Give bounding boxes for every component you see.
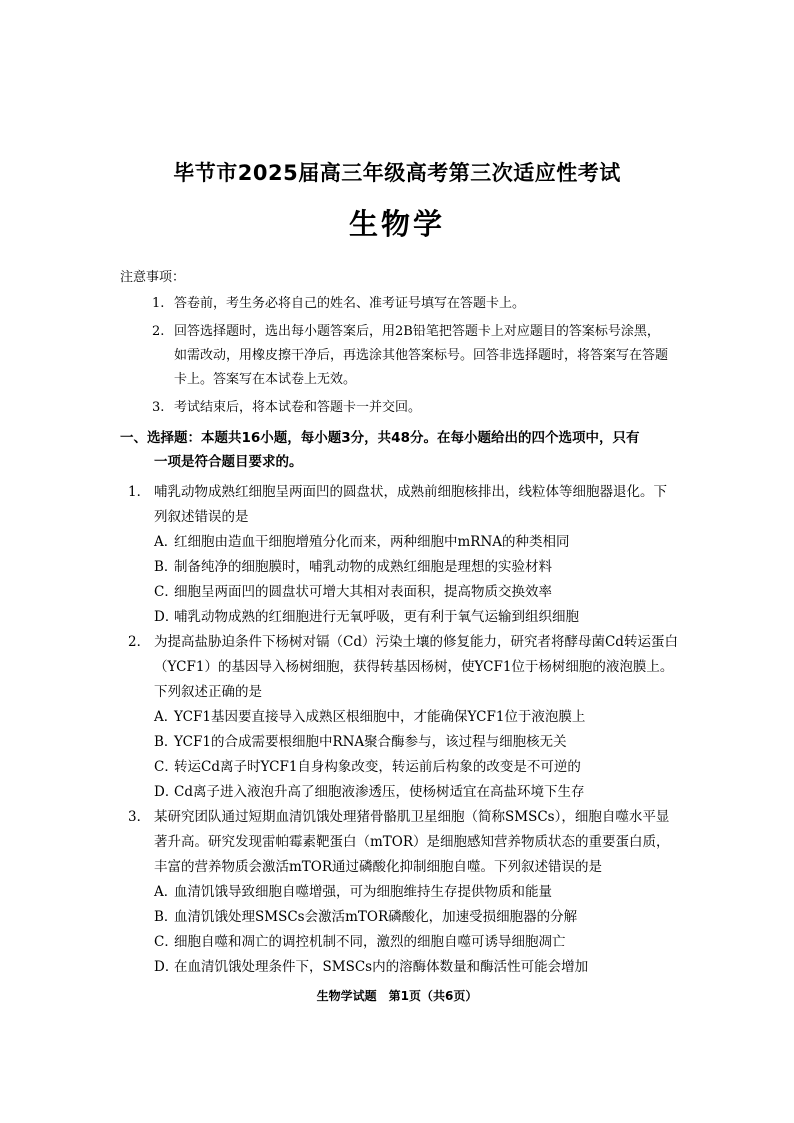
section-heading-line1: 一、选择题：本题共16小题，每小题3分，共48分。在每小题给出的四个选项中，只有 bbox=[120, 430, 640, 446]
page-footer: 生物学试题 第1页（共6页） bbox=[316, 989, 478, 1003]
question-list bbox=[120, 480, 680, 980]
question-stem bbox=[120, 805, 680, 880]
notice-item bbox=[152, 320, 672, 392]
option-c bbox=[120, 930, 680, 955]
option-text: 血清饥饿导致细胞自噬增强，可为细胞维持生存提供物质和能量 bbox=[174, 884, 552, 900]
notice-item bbox=[152, 396, 672, 420]
option-text: 细胞自噬和凋亡的调控机制不同，激烈的细胞自噬可诱导细胞凋亡 bbox=[174, 934, 566, 950]
option-d bbox=[120, 605, 680, 630]
question-stem-text: 哺乳动物成熟红细胞呈两面凹的圆盘状，成熟前细胞核排出，线粒体等细胞器退化。下列叙述错误的是 bbox=[154, 484, 667, 525]
option-letter: C． bbox=[154, 934, 178, 950]
option-text: 制备纯净的细胞膜时，哺乳动物的成熟红细胞是理想的实验材料 bbox=[174, 559, 552, 575]
option-text: 哺乳动物成熟的红细胞进行无氧呼吸，更有利于氧气运输到组织细胞 bbox=[174, 609, 579, 625]
option-text: 细胞呈两面凹的圆盘状可增大其相对表面积，提高物质交换效率 bbox=[174, 584, 552, 600]
notice-list bbox=[152, 292, 672, 424]
option-a bbox=[120, 530, 680, 555]
option-letter: C． bbox=[154, 584, 178, 600]
option-letter: C． bbox=[154, 759, 178, 775]
question-number: 3． bbox=[128, 809, 151, 825]
option-c bbox=[120, 580, 680, 605]
option-letter: B． bbox=[154, 734, 178, 750]
question-stem-text: 某研究团队通过短期血清饥饿处理猪骨骼肌卫星细胞（简称SMSCs），细胞自噬水平显著升高。研究发现雷帕霉素靶蛋白（mTOR）是细胞感知营养物质状态的重要蛋白质，丰富的营养物质会激活mTOR通过磷酸化抑制细胞自噬。下列叙述错误的是 bbox=[154, 809, 670, 875]
option-b bbox=[120, 730, 680, 755]
notice-item-text: 答卷前，考生务必将自己的姓名、准考证号填写在答题卡上。 bbox=[174, 296, 526, 311]
notice-heading: 注意事项： bbox=[120, 270, 186, 285]
question-stem-text: 为提高盐胁迫条件下杨树对镉（Cd）污染土壤的修复能力，研究者将酵母菌Cd转运蛋白（YCF1）的基因导入杨树细胞，获得转基因杨树，使YCF1位于杨树细胞的液泡膜上。下列叙述正确的是 bbox=[154, 634, 678, 700]
option-text: YCF1的合成需要根细胞中RNA聚合酶参与，该过程与细胞核无关 bbox=[174, 734, 567, 750]
option-letter: A． bbox=[154, 534, 178, 550]
question-2 bbox=[120, 630, 680, 805]
section-heading-line2: 一项是符合题目要求的。 bbox=[154, 454, 303, 470]
notice-item bbox=[152, 292, 672, 316]
option-letter: D． bbox=[154, 609, 179, 625]
notice-item-text: 考试结束后，将本试卷和答题卡一并交回。 bbox=[174, 400, 422, 415]
option-text: 血清饥饿处理SMSCs会激活mTOR磷酸化，加速受损细胞器的分解 bbox=[174, 909, 578, 925]
question-number: 2． bbox=[128, 634, 151, 650]
option-letter: B． bbox=[154, 559, 178, 575]
option-letter: D． bbox=[154, 784, 179, 800]
question-1 bbox=[120, 480, 680, 630]
notice-item-text: 回答选择题时，选出每小题答案后，用2B铅笔把答题卡上对应题目的答案标号涂黑，如需改动，用橡皮擦干净后，再选涂其他答案标号。回答非选择题时，将答案写在答题卡上。答案写在本试卷上无效。 bbox=[174, 324, 669, 387]
question-stem bbox=[120, 630, 680, 705]
option-b bbox=[120, 905, 680, 930]
option-letter: D． bbox=[154, 959, 179, 975]
subject-title: 生物学 bbox=[348, 207, 445, 241]
question-stem bbox=[120, 480, 680, 530]
question-number: 1． bbox=[128, 484, 151, 500]
option-letter: B． bbox=[154, 909, 178, 925]
option-text: YCF1基因要直接导入成熟区根细胞中，才能确保YCF1位于液泡膜上 bbox=[174, 709, 586, 725]
notice-item-number: 3. bbox=[152, 400, 165, 415]
section-heading bbox=[120, 426, 680, 474]
exam-title: 毕节市2025届高三年级高考第三次适应性考试 bbox=[173, 161, 621, 185]
option-d bbox=[120, 780, 680, 805]
option-d bbox=[120, 955, 680, 980]
option-letter: A． bbox=[154, 884, 178, 900]
notice-item-number: 2. bbox=[152, 324, 165, 339]
option-c bbox=[120, 755, 680, 780]
question-3 bbox=[120, 805, 680, 980]
option-text: 转运Cd离子时YCF1自身构象改变，转运前后构象的改变是不可逆的 bbox=[174, 759, 581, 775]
notice-item-number: 1. bbox=[152, 296, 165, 311]
option-text: 红细胞由造血干细胞增殖分化而来，两种细胞中mRNA的种类相同 bbox=[174, 534, 570, 550]
option-text: 在血清饥饿处理条件下，SMSCs内的溶酶体数量和酶活性可能会增加 bbox=[174, 959, 589, 975]
option-b bbox=[120, 555, 680, 580]
option-a bbox=[120, 880, 680, 905]
option-text: Cd离子进入液泡升高了细胞液渗透压，使杨树适宜在高盐环境下生存 bbox=[174, 784, 585, 800]
option-letter: A． bbox=[154, 709, 178, 725]
option-a bbox=[120, 705, 680, 730]
